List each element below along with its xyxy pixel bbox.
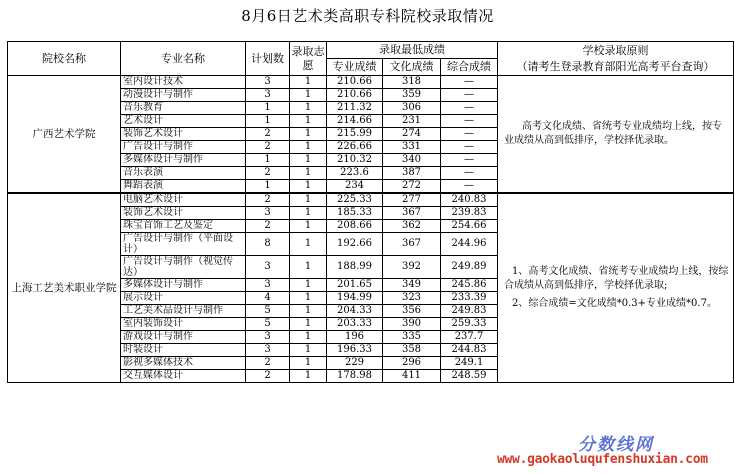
culture-score: 392 [383, 256, 441, 279]
plan-count: 3 [246, 279, 290, 292]
major-name: 影视多媒体技术 [121, 357, 246, 370]
header-major-score: 专业成绩 [327, 59, 383, 76]
header-school: 院校名称 [8, 42, 121, 76]
admission-principle [498, 76, 734, 194]
major-name: 音乐表演 [121, 167, 246, 180]
header-plan: 计划数 [246, 42, 290, 76]
major-score: 226.66 [327, 141, 383, 154]
combined-score: — [441, 141, 498, 154]
plan-count: 1 [246, 115, 290, 128]
combined-score: — [441, 128, 498, 141]
combined-score: — [441, 167, 498, 180]
table-row [8, 193, 734, 207]
volunteer: 1 [290, 76, 327, 89]
combined-score: 249.1 [441, 357, 498, 370]
major-score: 214.66 [327, 115, 383, 128]
major-name: 交互媒体设计 [121, 370, 246, 383]
plan-count: 1 [246, 180, 290, 194]
plan-count: 3 [246, 344, 290, 357]
combined-score: — [441, 76, 498, 89]
major-score: 196.33 [327, 344, 383, 357]
volunteer: 1 [290, 357, 327, 370]
volunteer: 1 [290, 180, 327, 194]
major-score: 208.66 [327, 220, 383, 233]
culture-score: 296 [383, 357, 441, 370]
plan-count: 3 [246, 207, 290, 220]
major-name: 多媒体设计与制作 [121, 154, 246, 167]
major-score: 203.33 [327, 318, 383, 331]
volunteer: 1 [290, 305, 327, 318]
plan-count: 3 [246, 256, 290, 279]
culture-score: 362 [383, 220, 441, 233]
major-name: 工艺美术品设计与制作 [121, 305, 246, 318]
volunteer: 1 [290, 318, 327, 331]
header-major: 专业名称 [121, 42, 246, 76]
culture-score: 231 [383, 115, 441, 128]
volunteer: 1 [290, 154, 327, 167]
plan-count: 2 [246, 370, 290, 383]
major-score: 194.99 [327, 292, 383, 305]
combined-score: — [441, 89, 498, 102]
major-name: 珠宝首饰工艺及鉴定 [121, 220, 246, 233]
major-name: 电脑艺术设计 [121, 193, 246, 207]
admission-table [7, 41, 734, 383]
volunteer: 1 [290, 233, 327, 256]
plan-count: 1 [246, 154, 290, 167]
watermark-logo-text: 分数线网 [578, 435, 654, 455]
plan-count: 3 [246, 76, 290, 89]
combined-score: 244.96 [441, 233, 498, 256]
volunteer: 1 [290, 256, 327, 279]
volunteer: 1 [290, 89, 327, 102]
major-name: 室内设计技术 [121, 76, 246, 89]
plan-count: 2 [246, 128, 290, 141]
major-name: 广告设计与制作（视觉传达） [121, 256, 246, 279]
combined-score: 245.86 [441, 279, 498, 292]
watermark-url: www.gaokaoluqufenshuxian.com [497, 452, 708, 467]
combined-score: 237.7 [441, 331, 498, 344]
combined-score: — [441, 115, 498, 128]
culture-score: 358 [383, 344, 441, 357]
culture-score: 274 [383, 128, 441, 141]
major-name: 音乐教育 [121, 102, 246, 115]
major-score: 188.99 [327, 256, 383, 279]
plan-count: 5 [246, 305, 290, 318]
plan-count: 4 [246, 292, 290, 305]
plan-count: 2 [246, 193, 290, 207]
major-score: 192.66 [327, 233, 383, 256]
volunteer: 1 [290, 102, 327, 115]
plan-count: 3 [246, 331, 290, 344]
plan-count: 8 [246, 233, 290, 256]
combined-score: 249.83 [441, 305, 498, 318]
plan-count: 5 [246, 318, 290, 331]
plan-count: 2 [246, 167, 290, 180]
header-combined-score: 综合成绩 [441, 59, 498, 76]
major-score: 223.6 [327, 167, 383, 180]
major-name: 多媒体设计与制作 [121, 279, 246, 292]
header-principle [498, 42, 734, 76]
header-volunteer: 录取志愿 [290, 42, 327, 76]
plan-count: 3 [246, 89, 290, 102]
combined-score: — [441, 180, 498, 194]
major-name: 展示设计 [121, 292, 246, 305]
volunteer: 1 [290, 167, 327, 180]
major-score: 225.33 [327, 193, 383, 207]
culture-score: 367 [383, 233, 441, 256]
major-name: 装饰艺术设计 [121, 207, 246, 220]
combined-score: 254.66 [441, 220, 498, 233]
major-score: 196 [327, 331, 383, 344]
culture-score: 356 [383, 305, 441, 318]
culture-score: 387 [383, 167, 441, 180]
major-score: 211.32 [327, 102, 383, 115]
table-row [8, 76, 734, 89]
major-name: 舞蹈表演 [121, 180, 246, 194]
principle-line: 高考文化成绩、省统考专业成绩均上线，按专业成绩从高到低排序，学校择优录取。 [504, 121, 723, 146]
principle-line: 2、综合成绩=文化成绩*0.3+专业成绩*0.7。 [512, 298, 717, 309]
volunteer: 1 [290, 279, 327, 292]
volunteer: 1 [290, 141, 327, 154]
volunteer: 1 [290, 292, 327, 305]
header-culture-score: 文化成绩 [383, 59, 441, 76]
volunteer: 1 [290, 370, 327, 383]
page-title: 8月6日艺术类高职专科院校录取情况 [241, 7, 494, 25]
culture-score: 335 [383, 331, 441, 344]
major-score: 178.98 [327, 370, 383, 383]
school-name: 上海工艺美术职业学院 [8, 193, 121, 383]
culture-score: 340 [383, 154, 441, 167]
plan-count: 2 [246, 357, 290, 370]
volunteer: 1 [290, 193, 327, 207]
header-min-score-group: 录取最低成绩 [327, 42, 498, 59]
major-score: 185.33 [327, 207, 383, 220]
major-score: 215.99 [327, 128, 383, 141]
major-score: 201.65 [327, 279, 383, 292]
combined-score: 259.33 [441, 318, 498, 331]
volunteer: 1 [290, 220, 327, 233]
major-score: 210.32 [327, 154, 383, 167]
plan-count: 2 [246, 220, 290, 233]
major-name: 装饰艺术设计 [121, 128, 246, 141]
culture-score: 331 [383, 141, 441, 154]
major-name: 动漫设计与制作 [121, 89, 246, 102]
plan-count: 1 [246, 102, 290, 115]
volunteer: 1 [290, 115, 327, 128]
culture-score: 318 [383, 76, 441, 89]
school-name: 广西艺术学院 [8, 76, 121, 194]
plan-count: 2 [246, 141, 290, 154]
volunteer: 1 [290, 331, 327, 344]
combined-score: 240.83 [441, 193, 498, 207]
principle-title: 学校录取原则 [582, 43, 649, 57]
major-name: 游戏设计与制作 [121, 331, 246, 344]
culture-score: 306 [383, 102, 441, 115]
combined-score: 244.83 [441, 344, 498, 357]
culture-score: 272 [383, 180, 441, 194]
major-score: 229 [327, 357, 383, 370]
volunteer: 1 [290, 207, 327, 220]
combined-score: — [441, 154, 498, 167]
major-score: 210.66 [327, 89, 383, 102]
major-name: 艺术设计 [121, 115, 246, 128]
table-body [8, 76, 734, 383]
combined-score: 249.89 [441, 256, 498, 279]
combined-score: 248.59 [441, 370, 498, 383]
major-score: 234 [327, 180, 383, 194]
culture-score: 277 [383, 193, 441, 207]
major-score: 210.66 [327, 76, 383, 89]
combined-score: — [441, 102, 498, 115]
culture-score: 411 [383, 370, 441, 383]
principle-subtitle: （请考生登录教育部阳光高考平台查询） [516, 59, 715, 73]
combined-score: 239.83 [441, 207, 498, 220]
combined-score: 233.39 [441, 292, 498, 305]
volunteer: 1 [290, 344, 327, 357]
culture-score: 359 [383, 89, 441, 102]
culture-score: 367 [383, 207, 441, 220]
culture-score: 349 [383, 279, 441, 292]
major-name: 广告设计与制作（平面设计） [121, 233, 246, 256]
major-score: 204.33 [327, 305, 383, 318]
culture-score: 323 [383, 292, 441, 305]
admission-principle [498, 193, 734, 383]
culture-score: 390 [383, 318, 441, 331]
major-name: 室内装饰设计 [121, 318, 246, 331]
principle-line: 1、高考文化成绩、省统考专业成绩均上线，按综合成绩从高到低排序，学校择优录取; [504, 266, 729, 291]
volunteer: 1 [290, 128, 327, 141]
major-name: 时装设计 [121, 344, 246, 357]
major-name: 广告设计与制作 [121, 141, 246, 154]
